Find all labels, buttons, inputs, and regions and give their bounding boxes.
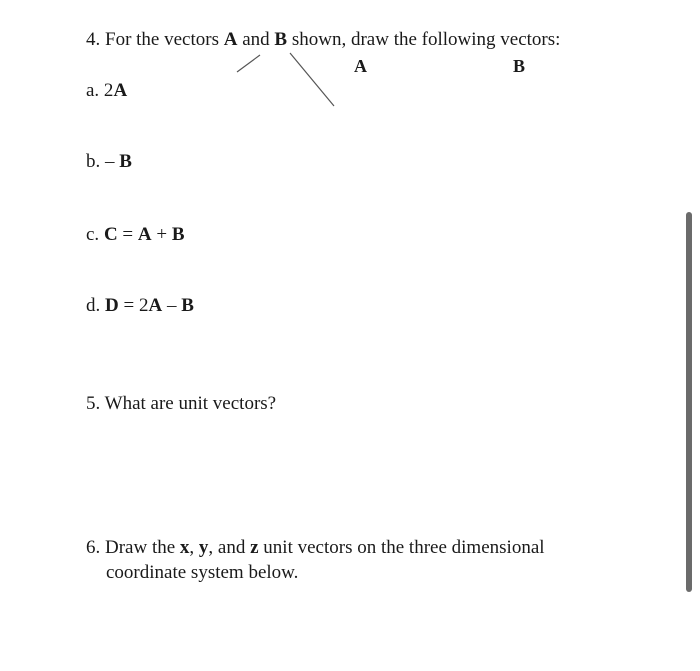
scrollbar-thumb[interactable]	[686, 212, 692, 592]
part-c	[86, 223, 185, 247]
part-text: –	[162, 295, 182, 316]
question-text: ,	[189, 537, 199, 558]
part-d	[86, 294, 194, 318]
question-5	[86, 392, 276, 416]
unit-vector-x: x	[179, 537, 190, 558]
question-6-line-1	[86, 536, 545, 560]
vector-symbol: C	[103, 224, 118, 245]
vector-symbol: D	[105, 295, 119, 316]
question-text: coordinate system below.	[106, 562, 299, 583]
part-text: c.	[86, 224, 104, 245]
question-6-line-2	[106, 561, 298, 585]
vector-b-symbol: B	[274, 29, 288, 50]
question-text: 6. Draw the	[86, 537, 180, 558]
vector-b-line	[290, 53, 334, 106]
vector-b-label: B	[513, 56, 526, 76]
question-text: 5. What are unit vectors?	[86, 393, 277, 414]
question-number: 4.	[86, 29, 101, 50]
vector-a-label: A	[354, 56, 367, 76]
question-text: For the vectors	[105, 29, 219, 50]
vector-symbol: B	[119, 151, 132, 172]
part-a	[86, 79, 127, 103]
vector-symbol: B	[181, 295, 194, 316]
part-text: = 2	[118, 295, 149, 316]
question-text: shown, draw the following vectors:	[291, 29, 561, 50]
vector-symbol: A	[148, 295, 163, 316]
part-text: a. 2	[86, 80, 114, 101]
vector-a-symbol: A	[223, 29, 238, 50]
part-text: =	[117, 224, 138, 245]
unit-vector-y: y	[198, 537, 209, 558]
vector-symbol: A	[113, 80, 128, 101]
part-text: b. –	[86, 151, 120, 172]
part-text: d.	[86, 295, 105, 316]
question-text: , and	[208, 537, 251, 558]
question-text: unit vectors on the three dimensional	[258, 537, 545, 558]
part-b	[86, 150, 132, 174]
question-text: and	[242, 29, 270, 50]
vector-symbol: B	[171, 224, 185, 245]
part-text: +	[151, 224, 172, 245]
vector-a-line	[237, 55, 260, 72]
unit-vector-z: z	[250, 537, 259, 558]
vector-symbol: A	[137, 224, 152, 245]
